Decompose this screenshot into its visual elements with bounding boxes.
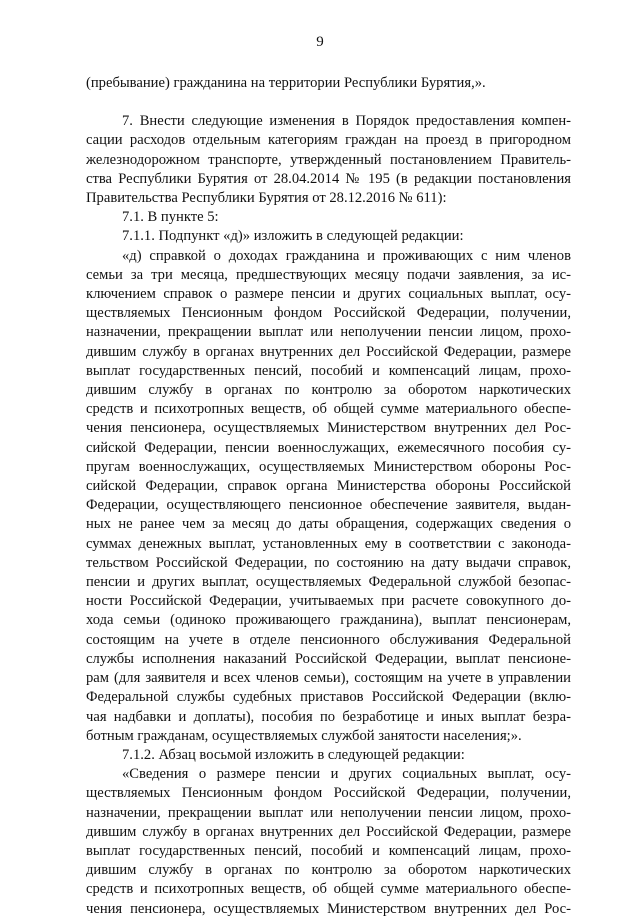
text-line: суммах денежных выплат, установленных ему в соответствии с законода- (86, 535, 571, 552)
text-line: сийской Федерации, пенсии военнослужащих, ежемесячного пособия су- (86, 439, 571, 456)
text-line: (пребывание) гражданина на территории Республики Бурятия,». (86, 75, 486, 91)
text-line: сации расходов отдельным категориям граждан на проезд в пригородном (86, 132, 571, 149)
text-line: дившим службу в органах по контролю за оборотом наркотических (86, 862, 571, 879)
text-line: рам (для заявителя и всех членов семьи), состоящим на учете в управлении (86, 670, 571, 687)
text-line: дившим службу в органах по контролю за оборотом наркотических (86, 382, 571, 399)
text-line: назначении, прекращении выплат или неполучении пенсии лицом, прохо- (86, 324, 571, 341)
text-line: Федерации, осуществляющего пенсионное обеспечение заявителя, выдан- (86, 497, 571, 514)
text-line: «Сведения о размере пенсии и других социальных выплат, осу- (122, 766, 571, 783)
text-line: железнодорожном транспорте, утвержденный постановлением Правитель- (86, 151, 571, 168)
text-line: чения пенсионера, осуществляемых Министерством внутренних дел Рос- (86, 420, 571, 437)
document-body (86, 74, 571, 919)
text-line: состоящим на учете в отделе пенсионного обслуживания Федеральной (86, 631, 571, 648)
text-line: семьи за три месяца, предшествующих месяцу подачи заявления, за ис- (86, 266, 571, 283)
text-line: Федеральной службы судебных приставов Российской Федерации (вклю- (86, 689, 571, 706)
text-line: службы исполнения наказаний Российской Федерации, выплат пенсионе- (86, 650, 571, 667)
text-line: ных не ранее чем за месяц до даты обращения, содержащих сведения о (86, 516, 571, 533)
text-line: ботным гражданам, осуществляемых службой занятости населения;». (86, 727, 522, 744)
text-line: 7.1. В пункте 5: (122, 209, 219, 226)
text-line: 7. Внести следующие изменения в Порядок предоставления компен- (122, 113, 571, 130)
text-line: ществляемых Пенсионным фондом Российской Федерации, получении, (86, 785, 571, 802)
text-line: Правительства Республики Бурятия от 28.12.2016 № 611): (86, 190, 447, 207)
text-line: чения пенсионера, осуществляемых Министерством внутренних дел Рос- (86, 900, 571, 917)
text-line: сийской Федерации, справок органа Министерства обороны Российской (86, 478, 571, 495)
text-line: ности Российской Федерации, учитываемых при расчете совокупного до- (86, 593, 571, 610)
text-line: чая надбавки и доплаты), пособия по безработице и иных выплат безра- (86, 708, 571, 725)
text-line: хода семьи (одиноко проживающего гражданина), выплат пенсионерам, (86, 612, 571, 629)
text-line: пругам военнослужащих, осуществляемых Министерством обороны Рос- (86, 458, 571, 475)
text-line: назначении, прекращении выплат или неполучении пенсии лицом, прохо- (86, 804, 571, 821)
text-line: выплат государственных пенсий, пособий и компенсаций лицам, прохо- (86, 362, 571, 379)
text-line: дившим службу в органах внутренних дел Российской Федерации, размере (86, 823, 571, 840)
text-line: средств и психотропных веществ, об общей сумме материального обеспе- (86, 401, 571, 418)
text-line: 7.1.1. Подпункт «д)» изложить в следующей редакции: (122, 228, 464, 245)
text-line: пенсии и других выплат, осуществляемых Федеральной службой безопас- (86, 574, 571, 591)
text-line: ства Республики Бурятия от 28.04.2014 № 195 (в редакции постановления (86, 170, 571, 187)
text-line: тельством Российской Федерации, по состоянию на дату выдачи справок, (86, 554, 571, 571)
text-line: «д) справкой о доходах гражданина и проживающих с ним членов (122, 247, 571, 264)
text-line: ществляемых Пенсионным фондом Российской Федерации, получении, (86, 305, 571, 322)
text-line: выплат государственных пенсий, пособий и компенсаций лицам, прохо- (86, 842, 571, 859)
text-line: средств и психотропных веществ, об общей сумме материального обеспе- (86, 881, 571, 898)
text-line: дившим службу в органах внутренних дел Российской Федерации, размере (86, 343, 571, 360)
paragraph-gap (86, 93, 571, 112)
page-number: 9 (316, 34, 324, 50)
text-line: 7.1.2. Абзац восьмой изложить в следующей редакции: (122, 746, 465, 763)
text-line: ключением справок о размере пенсии и других социальных выплат, осу- (86, 286, 571, 303)
